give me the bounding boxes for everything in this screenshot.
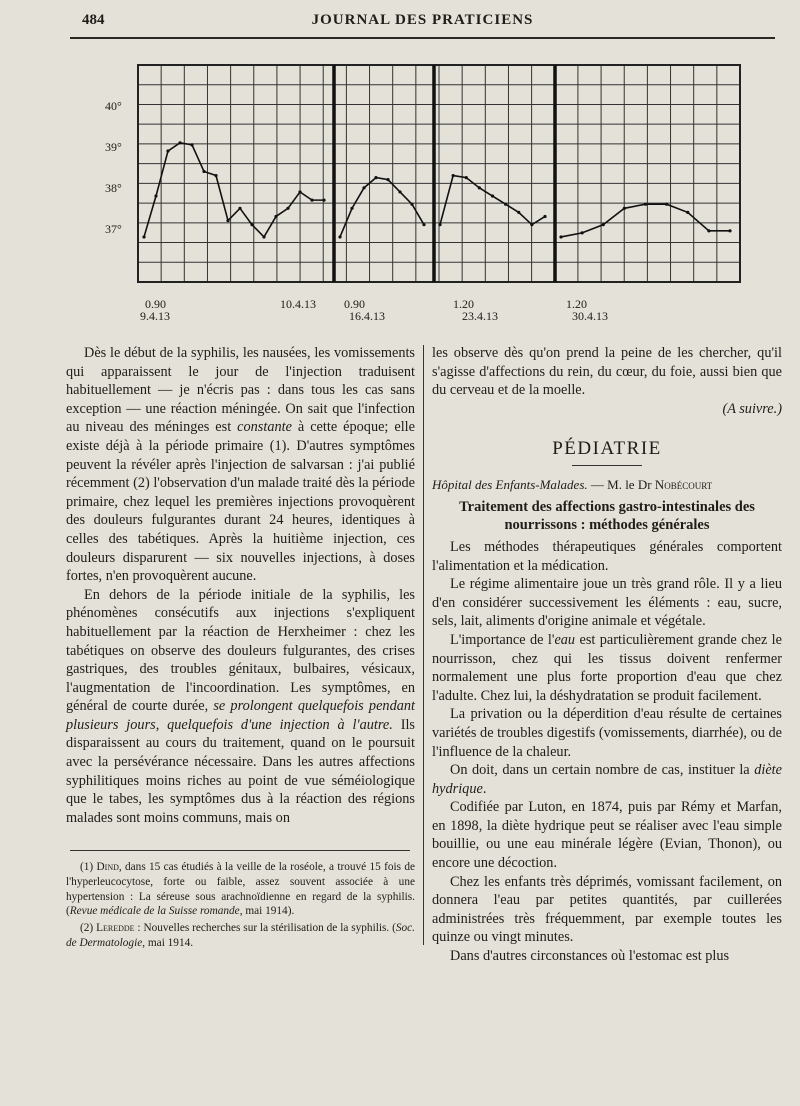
continuation-paragraph: les observe dès qu'on prend la peine de les chercher, qu'il s'agisse d'affections du rein, du cœur, du foie, aussi bien que du cerveau et de la moelle. [432, 345, 782, 399]
temperature-point [410, 203, 413, 206]
paragraph: En dehors de la période initiale de la syphilis, les phénomènes consécutifs aux injections s'expliquent habituellement par la réaction de Herxheimer : chez les tabétiques on observe des douleurs fulgurantes, des crises gastriques, des troubles génitaux, bulbaires, vésicaux, l'augmentation de l'incoordination. Les symptômes, en général de courte durée, se prolongent quelquefois pendant plusieurs jours, quelquefois d'une injection à l'autre. Ils disparaissent au cours du traitement, quand on le poursuit avec la persévérance nécessaire. Dans les autres affections syphilitiques moins riches au point de vue séméiologique que le tabes, les symptômes dus à la réaction des régions malades sont moins communs, mais on [66, 586, 415, 826]
temperature-point [398, 190, 401, 193]
temperature-point [504, 203, 507, 206]
right-column [432, 344, 782, 966]
x-tick-label: 0.90 [344, 297, 365, 311]
temperature-point [707, 229, 710, 232]
paragraph: On doit, dans un certain nombre de cas, instituer la diète hydrique. [432, 762, 782, 797]
paragraph: Les méthodes thérapeutiques générales comportent l'alimentation et la médication. [432, 538, 782, 574]
temperature-point [602, 223, 605, 226]
temperature-chart-svg [100, 60, 760, 330]
temperature-point [214, 174, 217, 177]
temperature-point [686, 211, 689, 214]
temperature-point [310, 199, 313, 202]
temperature-point [581, 231, 584, 234]
temperature-point [226, 219, 229, 222]
temperature-point [190, 143, 193, 146]
article-title: Traitement des affections gastro-intestinales des nourrissons : méthodes générales [459, 498, 755, 533]
page-header [70, 10, 775, 36]
temperature-point [262, 235, 265, 238]
header-rule [70, 37, 775, 39]
x-tick-label: 0.90 [145, 297, 166, 311]
page-number: 484 [82, 12, 105, 28]
temperature-chart [100, 60, 760, 330]
paragraph: Dès le début de la syphilis, les nausées, les vomissements qui apparaissent le jour de l'injection traduisent habituellement — je n'écris pas : dans tous les cas sans exception — une réaction méningée. On sait que l'infection au niveau des méninges est constante à cette époque; elle existe déjà à la période primaire (1). D'autres symptômes peuvent la révéler après l'injection de salvarsan : j'ai publié récemment (2) l'observation d'un malade traité dès la période primaire, chez lequel les premières injections provoquèrent des douleurs fulgurantes durant 24 heures, identiques à celles des tabétiques. Après la huitième injection, ces douleurs disparurent — six nouvelles injections, à doses fortes, n'en provoquèrent aucune. [66, 345, 415, 585]
temperature-point [623, 207, 626, 210]
column-divider [423, 345, 424, 945]
y-tick-label: 38° [105, 180, 122, 195]
temperature-point [644, 203, 647, 206]
temperature-point [274, 215, 277, 218]
temperature-point [250, 223, 253, 226]
y-tick-label: 39° [105, 139, 122, 154]
temperature-point [142, 235, 145, 238]
x-tick-label: 9.4.13 [140, 309, 170, 323]
a-suivre: (A suivre.) [722, 400, 782, 417]
temperature-point [517, 211, 520, 214]
paragraph: Dans d'autres circonstances où l'estomac est plus [450, 948, 730, 965]
section-rule [572, 465, 642, 466]
temperature-point [438, 223, 441, 226]
temperature-point [543, 215, 546, 218]
temperature-point [286, 207, 289, 210]
x-tick-label: 1.20 [453, 297, 474, 311]
temperature-point [665, 203, 668, 206]
temperature-point [298, 190, 301, 193]
temperature-point [478, 186, 481, 189]
left-column [66, 344, 415, 827]
y-tick-label: 37° [105, 221, 122, 236]
temperature-point [465, 176, 468, 179]
footnote-1: (1) Dind, dans 15 cas étudiés à la veille de la roséole, a trouvé 15 fois de l'hyperleucocytose, forte ou faible, assez souvent associée à une hypertension : La séreuse sous arachnoïdienne en regard de la syphilis. (Revue médicale de la Suisse romande, mai 1914). [66, 861, 415, 918]
x-tick-label: 16.4.13 [349, 309, 385, 323]
temperature-point [386, 178, 389, 181]
temperature-point [350, 207, 353, 210]
journal-title: JOURNAL DES PRATICIENS [311, 12, 534, 28]
x-tick-label: 30.4.13 [572, 309, 608, 323]
temperature-point [338, 235, 341, 238]
temperature-point [154, 194, 157, 197]
footnotes [66, 860, 415, 953]
temperature-point [559, 235, 562, 238]
temperature-point [178, 141, 181, 144]
temperature-point [374, 176, 377, 179]
temperature-point [238, 207, 241, 210]
temperature-point [530, 223, 533, 226]
hospital-line: Hôpital des Enfants-Malades. — M. le Dr Nobécourt [432, 476, 713, 492]
temperature-point [166, 149, 169, 152]
temperature-point [491, 194, 494, 197]
x-tick-label: 23.4.13 [462, 309, 498, 323]
temperature-point [422, 223, 425, 226]
paragraph: La privation ou la déperdition d'eau résulte de certaines variétés de troubles digestifs (vomissements, diarrhée), ou de l'influence de la chaleur. [432, 706, 782, 760]
section-title: PÉDIATRIE [552, 438, 662, 460]
paragraph: L'importance de l'eau est particulièrement grande chez le nourrisson, chez qui les tissus doivent renfermer normalement une plus forte proportion d'eau que chez l'adulte. Chez lui, la déshydratation se produit facilement. [432, 631, 782, 704]
temperature-point [202, 170, 205, 173]
temperature-point [452, 174, 455, 177]
temperature-point [362, 186, 365, 189]
temperature-point [322, 199, 325, 202]
temperature-point [728, 229, 731, 232]
x-tick-label: 10.4.13 [280, 297, 316, 311]
paragraph: Le régime alimentaire joue un très grand rôle. Il y a lieu d'en considérer successivement les éléments : eau, sucre, sels, lait, aliments d'origine animale et végétale. [432, 576, 782, 630]
paragraph: Chez les enfants très déprimés, vomissant facilement, on donnera l'eau par petites quantités, par cuillerées administrées très fréquemment, par exemple toutes les quinze ou vingt minutes. [432, 873, 782, 946]
footnote-rule [70, 850, 410, 851]
x-tick-label: 1.20 [566, 297, 587, 311]
paragraph: Codifiée par Luton, en 1874, puis par Rémy et Marfan, en 1898, la diète hydrique peut se réaliser avec l'eau simple bouillie, ou une eau minérale légère (Evian, Thonon), ou encore une décoction. [432, 799, 782, 872]
temperature-series-line [561, 204, 730, 237]
footnote-2: (2) Leredde : Nouvelles recherches sur la stérilisation de la syphilis. (Soc. de Dermatologie, mai 1914. [66, 922, 415, 949]
y-tick-label: 40° [105, 98, 122, 113]
